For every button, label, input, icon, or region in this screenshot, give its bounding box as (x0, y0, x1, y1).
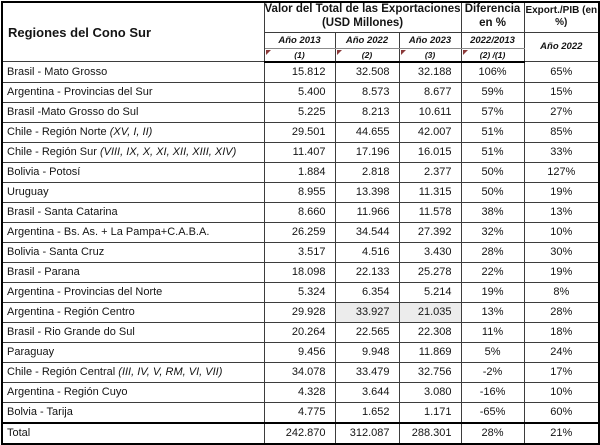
region-label: Uruguay (7, 186, 49, 198)
year-2023-cell: 25.278 (399, 262, 461, 282)
year-2022-cell: 32.508 (335, 62, 399, 83)
comment-marker-icon (401, 50, 406, 55)
region-cell (2, 262, 264, 282)
diff-cell: 28% (461, 242, 524, 262)
year-2022-cell: 33.479 (335, 362, 399, 382)
year-2022-cell: 44.655 (335, 122, 399, 142)
year-2023-cell: 32.756 (399, 362, 461, 382)
year-2022-cell: 22.565 (335, 322, 399, 342)
pib-cell: 30% (524, 242, 599, 262)
diff-cell: 38% (461, 202, 524, 222)
region-cell (2, 242, 264, 262)
region-cell (2, 162, 264, 182)
region-cell (2, 302, 264, 322)
year-2022-cell: 22.133 (335, 262, 399, 282)
export-pib-line2: %) (555, 17, 568, 29)
table-row (2, 242, 599, 262)
cono-sur-exports-table (1, 1, 600, 445)
pib-cell: 13% (524, 202, 599, 222)
table-row (2, 302, 599, 322)
total-2022-cell: 312.087 (335, 423, 399, 444)
year-2013-cell: 29.501 (264, 122, 335, 142)
diff-cell: 22% (461, 262, 524, 282)
year-2013-cell: 4.328 (264, 382, 335, 402)
note-3-label: (3) (424, 49, 436, 60)
diff-cell: -2% (461, 362, 524, 382)
table-row (2, 282, 599, 302)
year-2022-cell: 6.354 (335, 282, 399, 302)
pib-year-header: Año 2022 (524, 32, 599, 62)
region-label: Argentina - Región Centro (7, 306, 135, 318)
total-2023-cell: 288.301 (399, 423, 461, 444)
year-2022-cell: 3.644 (335, 382, 399, 402)
diff-cell: 32% (461, 222, 524, 242)
diff-cell: 19% (461, 282, 524, 302)
region-cell (2, 342, 264, 362)
year-2023-cell: 27.392 (399, 222, 461, 242)
pib-cell: 60% (524, 402, 599, 423)
pib-cell: 19% (524, 182, 599, 202)
region-title: Regiones del Cono Sur (8, 24, 152, 40)
region-label: Brasil - Parana (7, 266, 80, 278)
table-row (2, 222, 599, 242)
region-label: Brasil -Mato Grosso do Sul (7, 106, 139, 118)
year-2013-cell: 4.775 (264, 402, 335, 423)
diff-cell: -16% (461, 382, 524, 402)
table-row (2, 102, 599, 122)
pib-cell: 19% (524, 262, 599, 282)
table-row (2, 82, 599, 102)
region-cell (2, 322, 264, 342)
region-cell (2, 362, 264, 382)
table-row (2, 322, 599, 342)
region-label: Paraguay (7, 346, 55, 358)
region-label: Chile - Región Central (7, 366, 119, 378)
total-diff-cell: 28% (461, 423, 524, 444)
year-2023-cell: 22.308 (399, 322, 461, 342)
diff-cell: 106% (461, 62, 524, 83)
table-row (2, 162, 599, 182)
comment-marker-icon (337, 50, 342, 55)
comment-marker-icon (266, 50, 271, 55)
diff-cell: 50% (461, 162, 524, 182)
table-header (2, 2, 599, 62)
region-cell (2, 62, 264, 83)
pib-cell: 8% (524, 282, 599, 302)
table-row (2, 362, 599, 382)
table-body (2, 62, 599, 444)
pib-cell: 17% (524, 362, 599, 382)
diff-cell: -65% (461, 402, 524, 423)
year-2023-cell: 42.007 (399, 122, 461, 142)
table-row (2, 262, 599, 282)
note-2-label: (2) (361, 49, 373, 60)
diff-cell: 57% (461, 102, 524, 122)
year-2023-cell: 5.214 (399, 282, 461, 302)
year-2023-cell: 3.080 (399, 382, 461, 402)
pib-cell: 127% (524, 162, 599, 182)
year-2023-cell: 10.611 (399, 102, 461, 122)
region-column-header (2, 2, 264, 62)
region-cell (2, 82, 264, 102)
note-ratio-label: (2) /(1) (479, 49, 506, 60)
region-cell (2, 142, 264, 162)
table-row (2, 182, 599, 202)
exports-group-line2: (USD Millones) (321, 17, 404, 30)
year-2013-cell: 29.928 (264, 302, 335, 322)
note-2-header (335, 48, 399, 62)
table-row (2, 142, 599, 162)
comment-marker-icon (463, 50, 468, 55)
pib-cell: 10% (524, 382, 599, 402)
region-label: Argentina - Bs. As. + La Pampa+C.A.B.A. (7, 226, 210, 238)
diff-cell: 13% (461, 302, 524, 322)
total-pib-cell: 21% (524, 423, 599, 444)
region-cell (2, 402, 264, 423)
year-2013-cell: 18.098 (264, 262, 335, 282)
year-2013-header: Año 2013 (264, 32, 335, 48)
year-2022-cell: 17.196 (335, 142, 399, 162)
year-2023-header: Año 2023 (399, 32, 461, 48)
year-2022-cell: 13.398 (335, 182, 399, 202)
region-label: Chile - Región Sur (7, 146, 100, 158)
total-2013-cell: 242.870 (264, 423, 335, 444)
year-2013-cell: 5.400 (264, 82, 335, 102)
total-row (2, 423, 599, 444)
exports-group-line1: Valor del Total de las Exportaciones (264, 3, 461, 16)
year-2013-cell: 8.660 (264, 202, 335, 222)
region-label: Brasil - Rio Grande do Sul (7, 326, 135, 338)
year-2022-cell: 8.213 (335, 102, 399, 122)
year-2023-cell: 11.315 (399, 182, 461, 202)
pib-cell: 33% (524, 142, 599, 162)
region-cell (2, 202, 264, 222)
diff-cell: 11% (461, 322, 524, 342)
note-3-header (399, 48, 461, 62)
region-label: Bolivia - Santa Cruz (7, 246, 105, 258)
export-pib-line1: Export./PIB (en (525, 4, 598, 16)
region-label: Argentina - Provincias del Sur (7, 86, 153, 98)
note-1-header (264, 48, 335, 62)
year-2022-cell: 9.948 (335, 342, 399, 362)
year-2013-cell: 15.812 (264, 62, 335, 83)
year-2022-cell: 2.818 (335, 162, 399, 182)
year-2022-cell: 11.966 (335, 202, 399, 222)
year-2013-cell: 8.955 (264, 182, 335, 202)
pib-cell: 85% (524, 122, 599, 142)
year-2023-cell: 1.171 (399, 402, 461, 423)
region-cell (2, 222, 264, 242)
year-2022-cell: 8.573 (335, 82, 399, 102)
year-2023-cell: 16.015 (399, 142, 461, 162)
diff-ratio-header: 2022/2013 (461, 32, 524, 48)
region-suffix: (III, IV, V, RM, VI, VII) (118, 366, 223, 378)
region-label: Argentina - Provincias del Norte (7, 286, 163, 298)
year-2023-cell: 21.035 (399, 302, 461, 322)
year-2023-cell: 2.377 (399, 162, 461, 182)
table-row (2, 202, 599, 222)
year-2013-cell: 9.456 (264, 342, 335, 362)
year-2013-cell: 34.078 (264, 362, 335, 382)
region-cell (2, 382, 264, 402)
year-2013-cell: 5.324 (264, 282, 335, 302)
total-label-cell: Total (2, 423, 264, 444)
region-label: Brasil - Mato Grosso (7, 65, 108, 78)
diff-cell: 51% (461, 142, 524, 162)
region-cell (2, 282, 264, 302)
difference-line2: en % (479, 17, 506, 30)
diff-cell: 50% (461, 182, 524, 202)
year-2022-header: Año 2022 (335, 32, 399, 48)
year-2023-cell: 8.677 (399, 82, 461, 102)
year-2022-cell: 1.652 (335, 402, 399, 423)
year-2013-cell: 26.259 (264, 222, 335, 242)
table-row (2, 342, 599, 362)
region-suffix: (VIII, IX, X, XI, XII, XIII, XIV) (99, 146, 237, 158)
year-2022-cell: 4.516 (335, 242, 399, 262)
pib-cell: 18% (524, 322, 599, 342)
table-row (2, 62, 599, 83)
region-label: Brasil - Santa Catarina (7, 206, 118, 218)
year-2022-cell: 34.544 (335, 222, 399, 242)
diff-cell: 59% (461, 82, 524, 102)
region-suffix: (XV, I, II) (109, 126, 153, 138)
year-2013-cell: 11.407 (264, 142, 335, 162)
year-2013-cell: 3.517 (264, 242, 335, 262)
region-cell (2, 122, 264, 142)
year-2023-cell: 11.578 (399, 202, 461, 222)
exports-group-header (264, 2, 461, 32)
region-label: Bolvia - Tarija (7, 406, 73, 418)
region-cell (2, 182, 264, 202)
region-label: Argentina - Región Cuyo (7, 386, 128, 398)
note-1-label: (1) (294, 49, 305, 60)
region-label: Chile - Región Norte (7, 126, 110, 138)
year-2023-cell: 3.430 (399, 242, 461, 262)
table-row (2, 402, 599, 423)
year-2022-cell: 33.927 (335, 302, 399, 322)
year-2013-cell: 5.225 (264, 102, 335, 122)
region-label: Bolivia - Potosí (7, 166, 81, 178)
pib-cell: 65% (524, 62, 599, 83)
year-2013-cell: 20.264 (264, 322, 335, 342)
region-cell (2, 102, 264, 122)
pib-cell: 15% (524, 82, 599, 102)
table-row (2, 122, 599, 142)
year-2023-cell: 11.869 (399, 342, 461, 362)
year-2013-cell: 1.884 (264, 162, 335, 182)
diff-cell: 5% (461, 342, 524, 362)
difference-header (461, 2, 524, 32)
difference-line1: Diferencia (464, 3, 521, 16)
diff-cell: 51% (461, 122, 524, 142)
pib-cell: 27% (524, 102, 599, 122)
export-pib-header (524, 2, 599, 32)
pib-cell: 10% (524, 222, 599, 242)
pib-cell: 28% (524, 302, 599, 322)
year-2023-cell: 32.188 (399, 62, 461, 83)
note-ratio-header (461, 48, 524, 62)
table-row (2, 382, 599, 402)
pib-cell: 24% (524, 342, 599, 362)
